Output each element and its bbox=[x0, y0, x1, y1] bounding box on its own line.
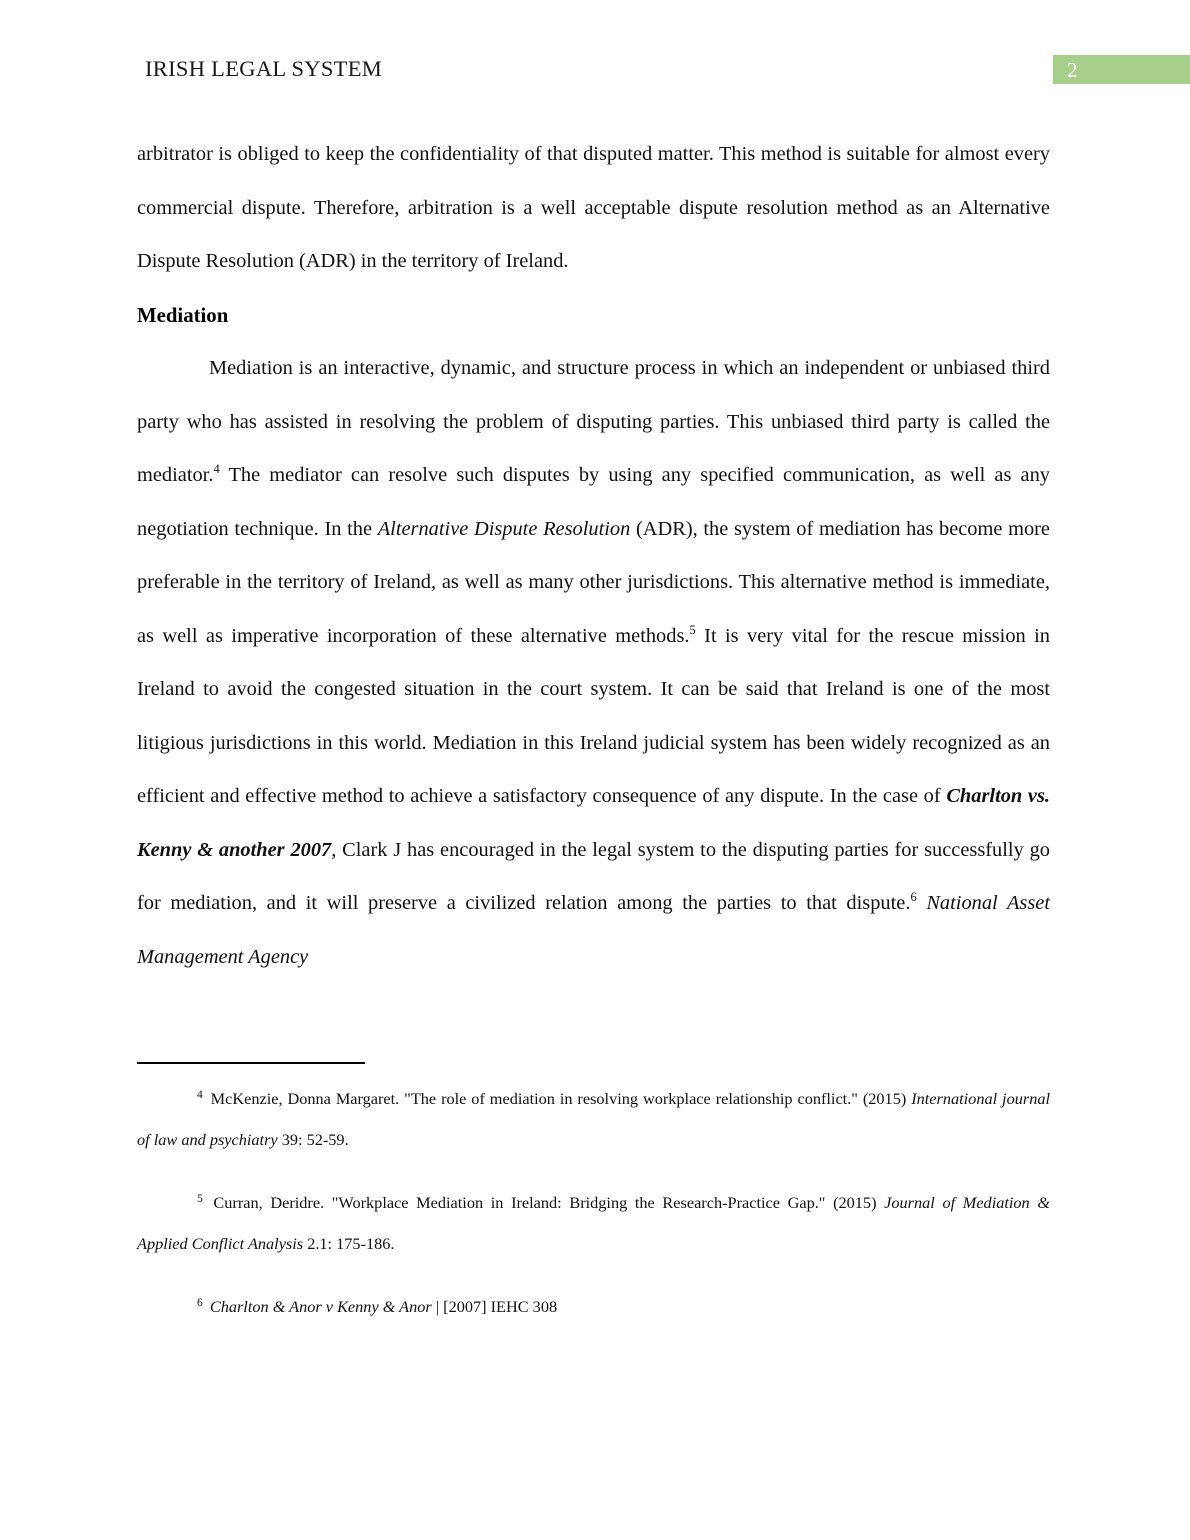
footnote-5-journal-title: Journal of Mediation & Applied Conflict Analysis bbox=[137, 1193, 1051, 1253]
page-header bbox=[0, 0, 1190, 100]
footnote-number-6: 6 bbox=[197, 1296, 203, 1309]
mediation-segment-3: (ADR), the system of mediation has become more preferable in the territory of Ireland, as well as many other jurisdictions. This alternative method is immediate, as well as imperative incorporation of these alternative methods. bbox=[137, 517, 1050, 647]
footnote-4-text-1: McKenzie, Donna Margaret. "The role of mediation in resolving workplace relationship conflict." (2015) bbox=[205, 1089, 912, 1108]
mediation-segment-4: It is very vital for the rescue mission in Ireland to avoid the congested situation in the court system. It can be said that Ireland is one of the most litigious jurisdictions in this world. Mediation in this Ireland judicial system has been widely recognized as an efficient and effective method to achieve a satisfactory consequence of any dispute. In the case of bbox=[137, 624, 1051, 807]
italic-alternative-dispute-resolution: Alternative Dispute Resolution bbox=[377, 517, 631, 540]
footnote-item bbox=[137, 1286, 1050, 1327]
footnote-separator-rule bbox=[137, 1062, 365, 1064]
footnote-6-case-title: Charlton & Anor v Kenny & Anor bbox=[209, 1297, 432, 1316]
mediation-segment-2: The mediator can resolve such disputes by using any specified communication, as well as any negotiation technique. In the bbox=[137, 464, 1050, 540]
italic-national-asset-management-agency: National Asset Management Agency bbox=[137, 892, 1050, 968]
mediation-segment-1: Mediation is an interactive, dynamic, and structure process in which an independent or unbiased third party who has assisted in resolving the problem of disputing parties. This unbiased third party is called the mediator. bbox=[137, 357, 1050, 486]
footnote-area bbox=[137, 1062, 1050, 1327]
footnote-item bbox=[137, 1078, 1050, 1160]
paragraph-arbitrator bbox=[137, 128, 1050, 289]
page-number: 2 bbox=[1067, 58, 1078, 82]
footnote-item bbox=[137, 1182, 1050, 1264]
document-body bbox=[137, 128, 1050, 984]
footnote-reference-4[interactable]: 4 bbox=[213, 462, 220, 477]
footnote-number-4: 4 bbox=[197, 1088, 203, 1101]
footnote-5-text-1: Curran, Deridre. "Workplace Mediation in Ireland: Bridging the Research-Practice Gap." (2015) bbox=[205, 1193, 885, 1212]
paragraph-arbitrator-text: arbitrator is obliged to keep the confidentiality of that disputed matter. This method is suitable for almost every commercial dispute. Therefore, arbitration is a well acceptable dispute resolution method as an Alternative Dispute Resolution (ADR) in the territory of Ireland. bbox=[137, 143, 1050, 272]
footnote-number-5: 5 bbox=[197, 1192, 203, 1205]
footnote-4-text-2: 39: 52-59. bbox=[277, 1130, 349, 1149]
footnote-4-journal-title: International journal of law and psychiatry bbox=[137, 1089, 1050, 1149]
page-number-bar bbox=[1053, 55, 1190, 84]
mediation-segment-5: , Clark J has encouraged in the legal system to the disputing parties for successfully go for mediation, and it will preserve a civilized relation among the parties to that dispute. bbox=[137, 838, 1050, 914]
footnote-6-text-2: | [2007] IEHC 308 bbox=[431, 1297, 558, 1316]
footnote-reference-5[interactable]: 5 bbox=[689, 622, 696, 637]
mediation-segment-6 bbox=[917, 892, 927, 914]
section-heading-mediation: Mediation bbox=[137, 303, 229, 327]
case-citation-charlton-kenny: Charlton vs. Kenny & another 2007 bbox=[137, 785, 1051, 861]
footnote-5-text-2: 2.1: 175-186. bbox=[303, 1234, 395, 1253]
paragraph-mediation bbox=[137, 342, 1050, 984]
running-header-title: IRISH LEGAL SYSTEM bbox=[145, 56, 383, 81]
footnote-reference-6[interactable]: 6 bbox=[910, 890, 917, 905]
